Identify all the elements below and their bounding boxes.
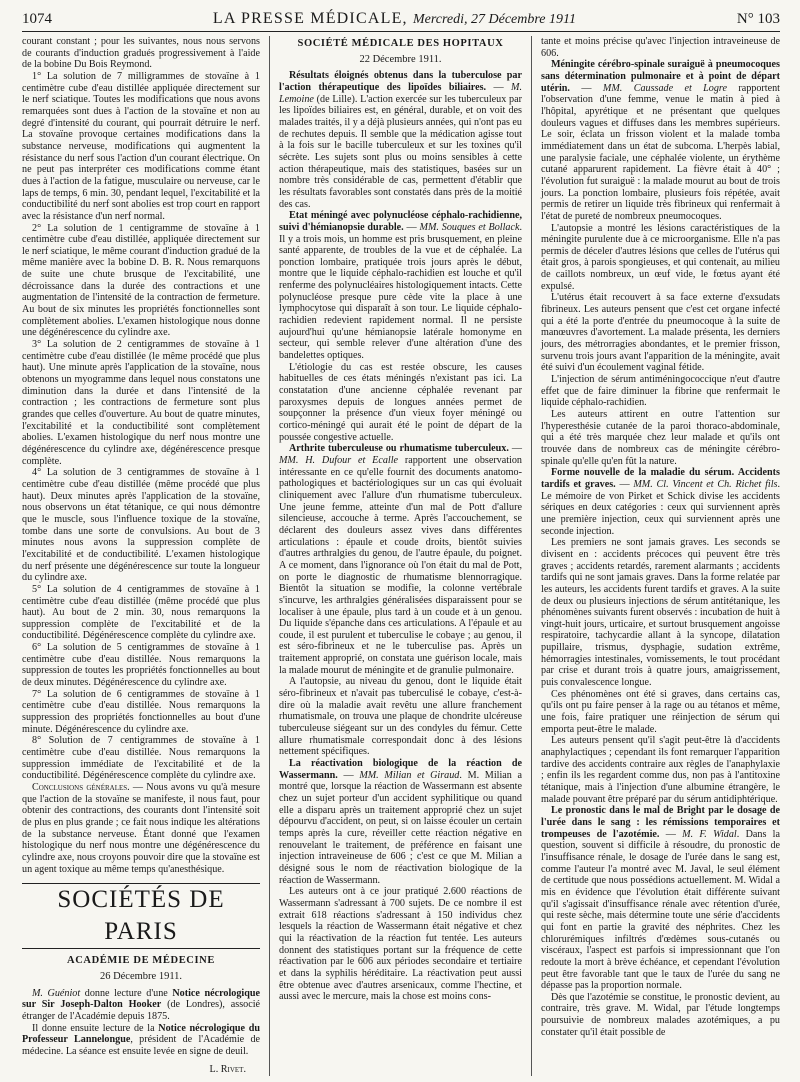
paragraph: Les auteurs attirent en outre l'attention sur l'hyperesthésie cutanée de la paroi thoraco-abdominale, qui a été très marquée chez leur malade et qu'ils ont trouvée dans de nombreux cas de méningite cérébro-spinale qu'elle qu'en fût la nature.: [541, 409, 780, 467]
paragraph: Ces phénomènes ont été si graves, dans certains cas, qu'ils ont pu faire penser à la rage ou au tétanos et même, une fois, faire pratiquer une réinjection de sérum qui emporta peut-être le malade.: [541, 688, 780, 735]
column-left: [22, 36, 270, 1076]
author: M. Guéniot: [32, 987, 81, 999]
paragraph: Les auteurs ont à ce jour pratiqué 2.600 réactions de Wassermann s'adressant à 700 sujets. De ce nombre il est extrait 618 réactions s'adressant à 150 individus chez lesquels la réaction de Wassermann était négative et chez qui la réactivation de la réaction fut tentée. Les auteurs donnent des statistiques portant sur la fréquence de cette réactivation par le 606 aux périodes secondaire et tertiaire et dans la syphilis héréditaire. La réactivation peut aussi être obtenue avec d'autres arsenicaux, comme l'hectine, et aussi avec le mercure, mais la chose est moins cons-: [279, 886, 522, 1003]
academie-date: 26 Décembre 1911.: [99, 970, 183, 982]
author: MM. H. Dufour et Ecalle: [279, 454, 399, 466]
paragraph: L'autopsie a montré les lésions caractéristiques de la méningite purulente due à ce microorganisme. Elle n'a pas permis de déceler d'autres lésions que celles de l'utérus qui était gros, à parois spongieuses, et qui contenait, au milieu de caillots nombreux, un œuf vide, le fœtus ayant été expulsé.: [541, 222, 780, 292]
article-text: rapportent une observation intéressante en ce qu'elle fournit des documents anatomo-pathologiques et bactériologiques sur un cas qui évoluait cliniquement avec l'allure d'un rhumatisme tuberculeux. Une jeune femme, atteinte d'un mal de Pott d'allure silencieuse, accouche à terme. Après l'accouchement, se déclarent des douleurs assez vives dans différentes articulations : épaule et coude droits, bientôt suivies d'autres arthralgies du genou, de l'autre épaule, du poignet. A ce moment, dans l'ignorance où l'on était du mal de Pott, on porte le diagnostic de rhumatisme blennorragique. Bientôt la situation se modifie, la colonne vertébrale s'incurve, les arthralgies généralisées disparaissent pour se localiser à une épaule, plus tard à un coude et à un genou. Du liquide s'épanche dans ces articulations. A l'épaule et au coude, il est purulent et tuberculise le cobaye ; au genou, il est séro-fibrineux et ne le tuberculise pas. Après un traitement approprié, on constata une guérison locale, mais la malade mourut de méningite et de granulie pulmonaire.: [279, 454, 522, 676]
article-text: . Il y a trois mois, un homme est pris brusquement, en pleine santé apparente, de troubles de la vue et de céphalée. La ponction lombaire, pratiquée trois jours après le début, montre que le liquide céphalo-rachidien est louche et qu'il renferme des polynucléaires histologiquement intacts. Cette polynucléose presque pure cède vite la place à une lymphocytose qui disparaît à son tour. Le liquide céphalo-rachidien redevient rapidement normal. Il ne persiste aujourd'hui qu'une hémianopsie latérale homonyme en secteur, qui semble relever d'une altération d'une des bandelettes optiques.: [279, 221, 522, 362]
page-number: 1074: [22, 11, 52, 27]
issue-date: Mercredi, 27 Décembre 1911: [412, 12, 576, 27]
article-wassermann: La réactivation biologique de la réaction de Wassermann. — MM. Milian et Giraud. M. Milian a montré que, lorsque la réaction de Wassermann est absente chez un sujet porteur d'un accident syphilitique ou quand elle a disparu après un traitement approprié chez un sujet dépourvu d'accident, on peut, si on laisse écouler un certain temps après la cure, réveiller cette réaction négative en renouvelant le traitement, de préférence en faisant une injection intraveineuse de 606 ; c'est ce que M. Milian a désigné sous le nom de réactivation biologique de la réaction de Wassermann.: [279, 758, 522, 886]
signature: L. Rivet.: [209, 1063, 246, 1075]
paragraph: L'étiologie du cas est restée obscure, les causes habituelles de ces états méningés n'existant pas ici. La constatation d'une ancienne céphalée revenant par paroxysmes depuis de longues années permet de soupçonner la présence d'un vieux foyer méningé ou cortico-méningé qui aurait été le point de départ de la poussée congestive actuelle.: [279, 361, 522, 443]
article-title: Résultats éloignés obtenus dans la tuberculose par l'action thérapeutique des lipoïdes biliaires.: [279, 70, 522, 93]
article-title: Méningite cérébro-spinale suraiguë à pneumocoques sans détermination pulmonaire et à point de départ utérin.: [541, 59, 780, 94]
paragraph: tante et moins précise qu'avec l'injection intraveineuse de 606.: [541, 36, 780, 59]
article-text: (de Lille). L'action exercée sur les tuberculeux par les lipoïdes biliaires est, en général, durable, et on voit des malades traités, il y a déjà plusieurs années, qui n'ont pas eu de rechutes depuis. Il semble que la médication agisse tout à la fois sur le bacille tuberculeux et sur les toxines qu'il sécrète. Les sujets sont plus ou moins sensibles à cette action thérapeutique, mais des statistiques, basées sur un nombre très considérable de cas, permettent d'établir que les résultats favorables sont constatés dans près de la moitié des cas.: [279, 93, 522, 210]
academie-title: ACADÉMIE DE MÉDECINE: [67, 955, 215, 967]
article-text: rapportent l'observation d'une femme, venue le matin à pied à l'hôpital, apyrétique et ne présentant que quelques douleurs vagues et diffuses dans les membres supérieurs. Le soir, éclata un frisson violent et la malade tomba immédiatement dans un état de subcoma. L'herpès labial, une paralysie faciale, une céphalée violente, un érythème cutané apparurent rapidement. La fièvre était à 40° ; l'évolution fut suraiguë : la malade mourut au bout de trois jours. La ponction lombaire, plusieurs fois répétée, avait permis de retirer un liquide très fibrineux qui renfermait à l'état de pureté de nombreux pneumocoques.: [541, 82, 780, 222]
paragraph: 1° La solution de 7 milligrammes de stovaïne à 1 centimètre cube d'eau distillée appliquée directement sur le nerf sciatique. Toutes les modifications que nous avons remarquées sont dues à l'action de la stovaïne et non au degré d'intensité du courant, qui pourrait détruire le nerf. La stovaïne provoque certaines modifications dans la substance nerveuse, modifications qui augmentent la résistance du nerf sous l'action d'un courant électrique. On ne peut pas interpréter ces modifications comme étant dues à l'action de la fatigue, musculaire ou nerveuse, car le laps de temps, 6 min. 30, pendant lequel, l'excitabilité et la conductibilité du nerf sont abolies est trop court en rapport avec la résistance d'un nerf normal.: [22, 70, 260, 222]
article-title: Arthrite tuberculeuse ou rhumatisme tuberculeux.: [289, 443, 509, 455]
article-title: La réactivation biologique de la réaction de Wassermann.: [279, 758, 522, 781]
article-arthrite: Arthrite tuberculeuse ou rhumatisme tuberculeux. — MM. H. Dufour et Ecalle rapportent une observation intéressante en ce qu'elle fournit des documents anatomo-pathologiques et bactériologiques sur un cas qui évoluait cliniquement avec l'allure d'un rhumatisme tuberculeux. Une jeune femme, atteinte d'un mal de Pott d'allure silencieuse, accouche à terme. Après l'accouchement, se déclarent des douleurs assez vives dans différentes articulations : épaule et coude droits, bientôt suivies d'autres arthralgies du genou, de l'autre épaule, du poignet. A ce moment, dans l'ignorance où l'on était du mal de Pott, on porte le diagnostic de rhumatisme blennorragique. Bientôt la situation se modifie, la colonne vertébrale s'incurve, les arthralgies généralisées disparaissent pour se localiser à une épaule, plus tard à un coude et à un genou. Du liquide s'épanche dans ces articulations. A l'épaule et au coude, il est purulent et tuberculise le cobaye ; au genou, il est séro-fibrineux et ne le tuberculise pas. Après un traitement approprié, on constata une guérison locale, mais la malade mourut de méningite et de granulie pulmonaire.: [279, 443, 523, 676]
paragraph: Les premiers ne sont jamais graves. Les seconds se divisent en : accidents précoces qui peuvent être très graves ; accidents retardés, rarement alarmants ; accidents tardifs qui ne sont jamais graves. Dans la forme relatée par les auteurs, les accidents furent tardifs et graves. A la suite de deux ou plusieurs injections de sérum antitétanique, les phénomènes suivants furent observés : incubation de huit à vingt-huit jours, urticaire, et surtout brusquement angoisse respiratoire, tachycardie allant à la syncope, dilatation pupillaire, trismus, dysphagie, sudation extrême, hémorragies intestinales, vomissements, le tout procédant par crise et durant trois à quatre jours, amaigrissement, puis convalescence longue.: [541, 537, 780, 689]
journal-title: [213, 10, 576, 28]
section-title: SOCIÉTÉ MÉDICALE DES HOPITAUX: [297, 38, 504, 49]
paragraph: 4° La solution de 3 centigrammes de stovaïne à 1 centimètre cube d'eau distillée (même procédé que plus haut). Deux minutes après l'application de la stovaïne, nous observons un état tétanique, ce qui nous démontre que le muscle, sous l'influence toxique de la stovaïne, tombe dans une sorte de convulsions. Au bout de 3 minutes nous avons la suppression complète de l'excitabilité et de conductibilité. L'examen histologique du nerf présente une dégénérescence sur toute la longueur du cylindre axe.: [22, 467, 260, 584]
column-middle: [270, 36, 532, 1076]
author: MM. Milian et Giraud: [359, 769, 460, 781]
paragraph: 8° Solution de 7 centigrammes de stovaïne à 1 centimètre cube d'eau distillée. Nous remarquons la suppression immédiate de l'excitabilité et de la conductibilité. Dégénérescence complète du cylindre axe.: [22, 735, 260, 782]
article-text: . Dans la question, souvent si difficile à résoudre, du pronostic de l'insuffisance rénale, le dosage de l'urée dans le sang est, comme l'auteur l'a montré avec M. Javal, le seul élément de certitude que nous possédions actuellement. M. Widal a mis en évidence que l'évolution était différente suivant qu'il s'agissait d'insuffisance rénale avec rétention d'urée, qui reste sèche, mais détermine toute une série d'accidents qui font en partie la gravité des néphrites. Chez les chlorurémiques infiltrés d'œdèmes sous-cutanés ou viscéraux, l'aspect est parfois si impressionnant que l'on redoute la mort à brève échéance, et cependant l'évolution peut être favorable tant que le taux de l'urée du sang ne dépasse pas la proportion normale.: [541, 828, 780, 992]
article-title: Etat méningé avec polynucléose céphalo-rachidienne, suivi d'hémianopsie durable.: [279, 210, 522, 233]
guenot-paragraph: [22, 988, 260, 1023]
paragraph: Les auteurs pensent qu'il s'agit peut-être là d'accidents anaphylactiques ; cependant ils font remarquer l'apparition tardive des accidents contraire aux règles de l'anaphylaxie ; enfin ils les regardent comme dus, non pas à l'antitoxine tétanique, mais à l'injection d'une albumine étrangère, le malade pouvant être préparé par du sérum antidiphtérique.: [541, 735, 780, 805]
article-title: Forme nouvelle de la maladie du sérum. Accidents tardifs et graves.: [541, 467, 780, 490]
author: MM. Souques et Bollack: [419, 221, 520, 233]
paragraph: 7° La solution de 6 centigrammes de stovaïne à 1 centimètre cube d'eau distillée. Nous remarquons la suppression des propriétés fonctionnelles au bout d'une minute. Dégénérescence du cylindre axe.: [22, 688, 260, 735]
author: M. Lemoine: [279, 81, 523, 105]
article-text: . M. Milian a montré que, lorsque la réaction de Wassermann est absente chez un sujet porteur d'un accident syphilitique ou quand elle a disparu après un traitement approprié chez un sujet dépourvu d'accident, on peut, si on laisse écouler un certain temps après la cure, réveiller cette réaction négative en renouvelant le traitement, de préférence en faisant une injection intraveineuse de 606 ; c'est ce que M. Milian a désigné sous le nom de réactivation biologique de la réaction de Wassermann.: [279, 769, 522, 886]
article-bright: Le pronostic dans le mal de Bright par le dosage de l'urée dans le sang : les rémissions temporaires et trompeuses de l'azotémie. — M. F. Widal. Dans la question, souvent si difficile à résoudre, du pronostic de l'insuffisance rénale, le dosage de l'urée dans le sang est, comme l'auteur l'a montré avec M. Javal, le seul élément de certitude que nous possédions actuellement. M. Widal a mis en évidence que l'évolution était différente suivant qu'il s'agissait d'insuffisance rénale avec rétention d'urée, qui reste sèche, mais détermine toute une série d'accidents qui font en partie la gravité des néphrites. Chez les chlorurémiques infiltrés d'œdèmes sous-cutanés ou viscéraux, l'aspect est parfois si impressionnant que l'on redoute la mort à brève échéance, et cependant l'évolution peut être favorable tant que le taux de l'urée du sang ne dépasse pas la proportion normale.: [541, 805, 780, 992]
paragraph: courant constant ; pour les suivantes, nous nous servons de courants d'induction gradués progressivement à l'aide de la bobine Du Bois Reymond.: [22, 36, 260, 71]
paragraph: 6° La solution de 5 centigrammes de stovaïne à 1 centimètre cube d'eau distillée. Nous remarquons la suppression de toutes les propriétés fonctionnelles au bout de deux minutes. Dégénérescence du cylindre axe.: [22, 642, 260, 689]
text: Il donne ensuite lecture de la: [32, 1022, 159, 1034]
lannelongue-paragraph: [22, 1023, 260, 1058]
column-right: [532, 36, 780, 1076]
section-date: 22 Décembre 1911.: [359, 53, 442, 65]
author: MM. Cl. Vincent et Ch. Richet fils: [633, 478, 778, 490]
text: (de Londres), associé étranger de l'Académie depuis 1875.: [22, 999, 261, 1022]
issue-number: N° 103: [736, 11, 780, 27]
societes-title: SOCIÉTÉS DE PARIS: [22, 883, 260, 949]
journal-name: LA PRESSE MÉDICALE,: [212, 10, 408, 27]
paragraph: 5° La solution de 4 centigrammes de stovaïne à 1 centimètre cube d'eau distillée (même procédé que plus haut). Au bout de 2 min. 30, nous remarquons la suppression complète de l'excitabilité et de la conductibilité. Dégénérescence complète du cylindre axe.: [22, 583, 260, 642]
article-title: Le pronostic dans le mal de Bright par le dosage de l'urée dans le sang : les rémissions temporaires et trompeuses de l'azotémie.: [541, 805, 780, 840]
notice-title: Notice nécrologique sur Sir Joseph-Dalton Hooker: [22, 987, 260, 1011]
author: M. F. Widal: [682, 828, 737, 840]
conclusions-paragraph: [22, 782, 260, 875]
author: MM. Caussade et Logre: [602, 82, 727, 94]
paragraph: L'injection de sérum antiméningococcique n'eut d'autre effet que de faire diminuer la fibrine que renfermait le liquide céphalo-rachidien.: [541, 374, 780, 409]
paragraph: 3° La solution de 2 centigrammes de stovaïne à 1 centimètre cube d'eau distillée (le même procédé que plus haut). Une minute après l'application de la stovaïne, nous obtenons un myogramme dans lequel nous constatons une diminution dans la durée et dans l'intensité de la contraction ; les contractions de fermeture sont plus grandes que celles d'ouverture. Au bout de quatre minutes, l'excitabilité et la conductibilité sont complètement abolies. L'examen histologique du nerf nous montre une dégénérescence du cylindre axe, dégénérescence presque complète.: [22, 339, 260, 467]
article-etat-meninge: Etat méningé avec polynucléose céphalo-rachidienne, suivi d'hémianopsie durable. — MM. Souques et Bollack. Il y a trois mois, un homme est pris brusquement, en pleine santé apparente, de troubles de la vue et de céphalée. La ponction lombaire, pratiquée trois jours après le début, montre que le liquide céphalo-rachidien est louche et qu'il renferme des polynucléaires histologiquement intacts. Cette polynucléose presque pure cède vite la place à une lymphocytose qui disparaît à son tour. Le liquide céphalo-rachidien redevient rapidement normal. Il ne persiste aujourd'hui qu'une hémianopsie latérale homonyme en secteur, qui semble relever d'une altération d'une des bandelettes optiques.: [279, 210, 522, 362]
article-serum: Forme nouvelle de la maladie du sérum. Accidents tardifs et graves. — MM. Cl. Vincent et Ch. Richet fils. Le mémoire de von Pirket et Schick divise les accidents sériques en deux catégories : ceux qui surviennent après une première injection, ceux qui surviennent après une seconde injection.: [541, 467, 780, 537]
conclusions-label: Conclusions générales.: [32, 782, 130, 793]
article-meningite: Méningite cérébro-spinale suraiguë à pneumocoques sans détermination pulmonaire et à point de départ utérin. — MM. Caussade et Logre rapportent l'observation d'une femme, venue le matin à pied à l'hôpital, apyrétique et ne présentant que quelques douleurs vagues et diffuses dans les membres supérieurs. Le soir, éclata un frisson violent et la malade tomba immédiatement dans un état de subcoma. L'herpès labial, une paralysie faciale, une céphalée violente, un érythème cutané apparurent rapidement. La fièvre était à 40° ; l'évolution fut suraiguë : la malade mourut au bout de trois jours. La ponction lombaire, plusieurs fois répétée, avait permis de retirer un liquide très fibrineux qui renfermait à l'état de pureté de nombreux pneumocoques.: [541, 59, 780, 222]
article-lipoides: Résultats éloignés obtenus dans la tuberculose par l'action thérapeutique des lipoïdes biliaires. — M. Lemoine (de Lille). L'action exercée sur les tuberculeux par les lipoïdes biliaires est, en général, durable, et on voit des malades traités, il y a déjà plusieurs années, qui n'ont pas eu de rechutes depuis. Il semble que la médication agisse tout à la fois sur le bacille tuberculeux et sur les toxines qu'il sécrète. Les sujets sont plus ou moins sensibles à cette action thérapeutique, mais des statistiques, basées sur un nombre très considérable de cas, permettent d'établir que les résultats favorables sont constatés dans près de la moitié des cas.: [279, 70, 523, 210]
article-text: . Le mémoire de von Pirket et Schick divise les accidents sériques en deux catégories : ceux qui surviennent après une première injection, ceux qui surviennent après une seconde injection.: [541, 478, 780, 537]
page-header: [22, 10, 780, 32]
text: donne lecture d'une: [80, 987, 173, 999]
text: , président de l'Académie de médecine. La séance est ensuite levée en signe de deuil.: [22, 1034, 260, 1057]
paragraph: A l'autopsie, au niveau du genou, dont le liquide était séro-fibrineux et n'avait pas tuberculisé le cobaye, c'est-à-dire où la maladie avait revêtu une allure franchement rhumatismale, on trouva une plaque de chondrite ulcéreuse tuberculeuse siégeant sur un des condyles du fémur. Cette allure rhumatismale correspondait donc à des lésions nettement spécifiques.: [279, 676, 522, 758]
paragraph: 2° La solution de 1 centigramme de stovaïne à 1 centimètre cube d'eau distillée, appliquée directement sur le nerf sciatique, le même courant d'induction gradué de la même manière avec la bobine D. B. R. Nous remarquons de suite une chute brusque de l'excitabilité, une décroissance dans la durée des contractions et une augmentation de l'intensité de la contraction de fermeture. Au bout de six minutes les propriétés fonctionnelles sont complètement abolies. L'examen histologique nous donne une dégénérescence du cylindre axe.: [22, 222, 260, 339]
paragraph: L'utérus était recouvert à sa face externe d'exsudats fibrineux. Les auteurs pensent que c'est cet organe infecté qui a été la porte d'entrée du pneumocoque à la suite de manœuvres d'avortement. La malade présenta, les derniers jours, des métrorragies abondantes, et le premier frisson, survenu trois jours avant l'apparition de la méningite, avait été suivi d'un écoulement vaginal fétide.: [541, 292, 780, 374]
paragraph: Dès que l'azotémie se constitue, le pronostic devient, au contraire, très grave. M. Widal, par l'étude longtemps poursuivie de nombreux malades azotémiques, a pu constater qu'il était possible de: [541, 991, 780, 1038]
conclusions-text: — Nous avons vu qu'à mesure que l'action de la stovaïne se manifeste, il nous faut, pour obtenir des contractions, des courants dont l'intensité soit de plus en plus grande ; ce fait nous indique les altérations de la substance nerveuse. Étant donné que l'examen histologique du nerf nous montre une dégénérescence du cylindre axe, nous croyons pouvoir dire que la stovaïne est un agent toxique au même temps qu'anesthésique.: [22, 782, 260, 875]
notice-title: Notice nécrologique du Professeur Lannelongue: [22, 1022, 261, 1046]
columns: [22, 36, 780, 1076]
